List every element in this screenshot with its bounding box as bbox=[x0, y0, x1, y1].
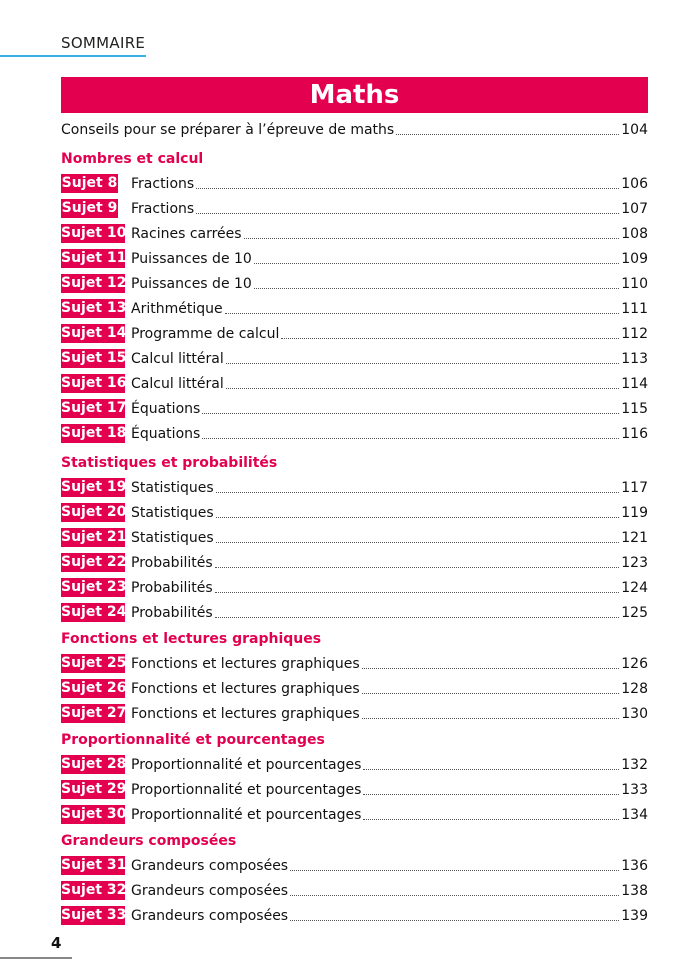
sujet-badge: Sujet 23 bbox=[61, 579, 127, 595]
toc-entry[interactable] bbox=[61, 346, 648, 371]
toc-entry[interactable] bbox=[61, 575, 648, 600]
entry-page: 121 bbox=[621, 529, 648, 546]
toc-entry[interactable] bbox=[61, 651, 648, 676]
entry-label: Conseils pour se préparer à l’épreuve de maths bbox=[61, 121, 395, 138]
dot-leader bbox=[244, 238, 620, 239]
entry-label: Statistiques bbox=[131, 504, 214, 521]
section-heading: Proportionnalité et pourcentages bbox=[61, 732, 325, 748]
toc-entry[interactable] bbox=[61, 196, 648, 221]
dot-leader bbox=[202, 438, 619, 439]
toc-entry[interactable] bbox=[61, 777, 648, 802]
toc-entry[interactable] bbox=[61, 475, 648, 500]
section-heading: Nombres et calcul bbox=[61, 151, 204, 167]
dot-leader bbox=[226, 363, 620, 364]
toc-entry[interactable] bbox=[61, 421, 648, 446]
entry-page: 138 bbox=[621, 882, 648, 899]
toc-entry[interactable] bbox=[61, 600, 648, 625]
header-divider bbox=[0, 55, 146, 57]
entry-page: 128 bbox=[621, 680, 648, 697]
section-heading: Grandeurs composées bbox=[61, 833, 237, 849]
entry-page: 109 bbox=[621, 250, 648, 267]
sujet-badge: Sujet 20 bbox=[61, 504, 127, 520]
entry-label: Arithmétique bbox=[131, 300, 223, 317]
page-number: 4 bbox=[51, 934, 62, 952]
dot-leader bbox=[216, 517, 620, 518]
entry-page: 124 bbox=[621, 579, 648, 596]
entry-page: 119 bbox=[621, 504, 648, 521]
entry-page: 130 bbox=[621, 705, 648, 722]
sujet-badge: Sujet 12 bbox=[61, 275, 127, 291]
entry-label: Calcul littéral bbox=[131, 350, 224, 367]
dot-leader bbox=[281, 338, 619, 339]
sujet-badge: Sujet 27 bbox=[61, 705, 127, 721]
entry-label: Grandeurs composées bbox=[131, 907, 289, 924]
entry-page: 110 bbox=[621, 275, 648, 292]
entry-page: 126 bbox=[621, 655, 648, 672]
sujet-badge: Sujet 25 bbox=[61, 655, 127, 671]
toc-entry[interactable] bbox=[61, 321, 648, 346]
sujet-badge: Sujet 24 bbox=[61, 604, 127, 620]
entry-label: Proportionnalité et pourcentages bbox=[131, 756, 362, 773]
toc-entry[interactable] bbox=[61, 878, 648, 903]
entry-page: 112 bbox=[621, 325, 648, 342]
entry-label: Probabilités bbox=[131, 554, 213, 571]
entry-page: 104 bbox=[621, 121, 648, 138]
entry-page: 111 bbox=[621, 300, 648, 317]
section-heading: Statistiques et probabilités bbox=[61, 455, 278, 471]
entry-page: 136 bbox=[621, 857, 648, 874]
toc-entry[interactable] bbox=[61, 752, 648, 777]
toc-entry[interactable] bbox=[61, 903, 648, 928]
entry-page: 139 bbox=[621, 907, 648, 924]
sujet-badge: Sujet 22 bbox=[61, 554, 127, 570]
entry-page: 107 bbox=[621, 200, 648, 217]
sujet-badge: Sujet 21 bbox=[61, 529, 127, 545]
footer-divider bbox=[0, 957, 72, 959]
section-heading: Fonctions et lectures graphiques bbox=[61, 631, 322, 647]
entry-label: Fonctions et lectures graphiques bbox=[131, 680, 360, 697]
toc-entry[interactable] bbox=[61, 676, 648, 701]
dot-leader bbox=[215, 592, 620, 593]
table-of-contents bbox=[61, 117, 648, 928]
entry-label: Probabilités bbox=[131, 604, 213, 621]
sujet-badge: Sujet 10 bbox=[61, 225, 127, 241]
entry-label: Fractions bbox=[131, 200, 195, 217]
sujet-badge: Sujet 31 bbox=[61, 857, 127, 873]
entry-label: Puissances de 10 bbox=[131, 275, 252, 292]
dot-leader bbox=[362, 668, 620, 669]
toc-entry[interactable] bbox=[61, 296, 648, 321]
entry-page: 116 bbox=[621, 425, 648, 442]
entry-label: Fonctions et lectures graphiques bbox=[131, 655, 360, 672]
sujet-badge: Sujet 32 bbox=[61, 882, 127, 898]
entry-page: 115 bbox=[621, 400, 648, 417]
toc-entry[interactable] bbox=[61, 371, 648, 396]
entry-label: Grandeurs composées bbox=[131, 857, 289, 874]
entry-page: 106 bbox=[621, 175, 648, 192]
sujet-badge: Sujet 15 bbox=[61, 350, 127, 366]
toc-entry[interactable] bbox=[61, 221, 648, 246]
sujet-badge: Sujet 18 bbox=[61, 425, 127, 441]
entry-label: Grandeurs composées bbox=[131, 882, 289, 899]
sujet-badge: Sujet 11 bbox=[61, 250, 127, 266]
dot-leader bbox=[396, 134, 619, 135]
toc-entry[interactable] bbox=[61, 171, 648, 196]
dot-leader bbox=[215, 617, 620, 618]
toc-entry[interactable] bbox=[61, 271, 648, 296]
entry-page: 108 bbox=[621, 225, 648, 242]
dot-leader bbox=[362, 718, 620, 719]
entry-page: 123 bbox=[621, 554, 648, 571]
toc-entry[interactable] bbox=[61, 802, 648, 827]
toc-entry-intro[interactable] bbox=[61, 117, 648, 142]
entry-page: 114 bbox=[621, 375, 648, 392]
sujet-badge: Sujet 14 bbox=[61, 325, 127, 341]
dot-leader bbox=[290, 870, 619, 871]
toc-entry[interactable] bbox=[61, 853, 648, 878]
toc-entry[interactable] bbox=[61, 246, 648, 271]
entry-label: Fonctions et lectures graphiques bbox=[131, 705, 360, 722]
sujet-badge: Sujet 17 bbox=[61, 400, 127, 416]
dot-leader bbox=[226, 388, 620, 389]
sujet-badge: Sujet 16 bbox=[61, 375, 127, 391]
dot-leader bbox=[196, 213, 619, 214]
dot-leader bbox=[254, 288, 619, 289]
entry-label: Programme de calcul bbox=[131, 325, 280, 342]
entry-page: 117 bbox=[621, 479, 648, 496]
entry-label: Puissances de 10 bbox=[131, 250, 252, 267]
entry-label: Équations bbox=[131, 400, 201, 417]
sujet-badge: Sujet 13 bbox=[61, 300, 127, 316]
dot-leader bbox=[290, 895, 619, 896]
toc-entry[interactable] bbox=[61, 550, 648, 575]
entry-page: 125 bbox=[621, 604, 648, 621]
toc-entry[interactable] bbox=[61, 396, 648, 421]
entry-label: Statistiques bbox=[131, 479, 214, 496]
sujet-badge: Sujet 26 bbox=[61, 680, 127, 696]
dot-leader bbox=[196, 188, 619, 189]
toc-entry[interactable] bbox=[61, 525, 648, 550]
subject-banner: Maths bbox=[61, 77, 648, 113]
dot-leader bbox=[225, 313, 620, 314]
entry-label: Calcul littéral bbox=[131, 375, 224, 392]
entry-page: 113 bbox=[621, 350, 648, 367]
sujet-badge: Sujet 19 bbox=[61, 479, 127, 495]
sujet-badge: Sujet 33 bbox=[61, 907, 127, 923]
dot-leader bbox=[363, 819, 619, 820]
dot-leader bbox=[362, 693, 620, 694]
entry-label: Racines carrées bbox=[131, 225, 242, 242]
section-header-title: SOMMAIRE bbox=[61, 34, 146, 52]
sujet-badge: Sujet 29 bbox=[61, 781, 127, 797]
sujet-badge: Sujet 8 bbox=[61, 175, 118, 191]
entry-label: Proportionnalité et pourcentages bbox=[131, 806, 362, 823]
sujet-badge: Sujet 28 bbox=[61, 756, 127, 772]
sujet-badge: Sujet 9 bbox=[61, 200, 118, 216]
dot-leader bbox=[215, 567, 620, 568]
toc-entry[interactable] bbox=[61, 701, 648, 726]
entry-label: Proportionnalité et pourcentages bbox=[131, 781, 362, 798]
entry-label: Probabilités bbox=[131, 579, 213, 596]
dot-leader bbox=[202, 413, 619, 414]
entry-label: Fractions bbox=[131, 175, 195, 192]
entry-label: Statistiques bbox=[131, 529, 214, 546]
entry-label: Équations bbox=[131, 425, 201, 442]
dot-leader bbox=[363, 794, 619, 795]
entry-page: 133 bbox=[621, 781, 648, 798]
dot-leader bbox=[363, 769, 619, 770]
entry-page: 134 bbox=[621, 806, 648, 823]
dot-leader bbox=[254, 263, 619, 264]
dot-leader bbox=[216, 542, 620, 543]
dot-leader bbox=[290, 920, 619, 921]
entry-page: 132 bbox=[621, 756, 648, 773]
dot-leader bbox=[216, 492, 620, 493]
toc-entry[interactable] bbox=[61, 500, 648, 525]
sujet-badge: Sujet 30 bbox=[61, 806, 127, 822]
